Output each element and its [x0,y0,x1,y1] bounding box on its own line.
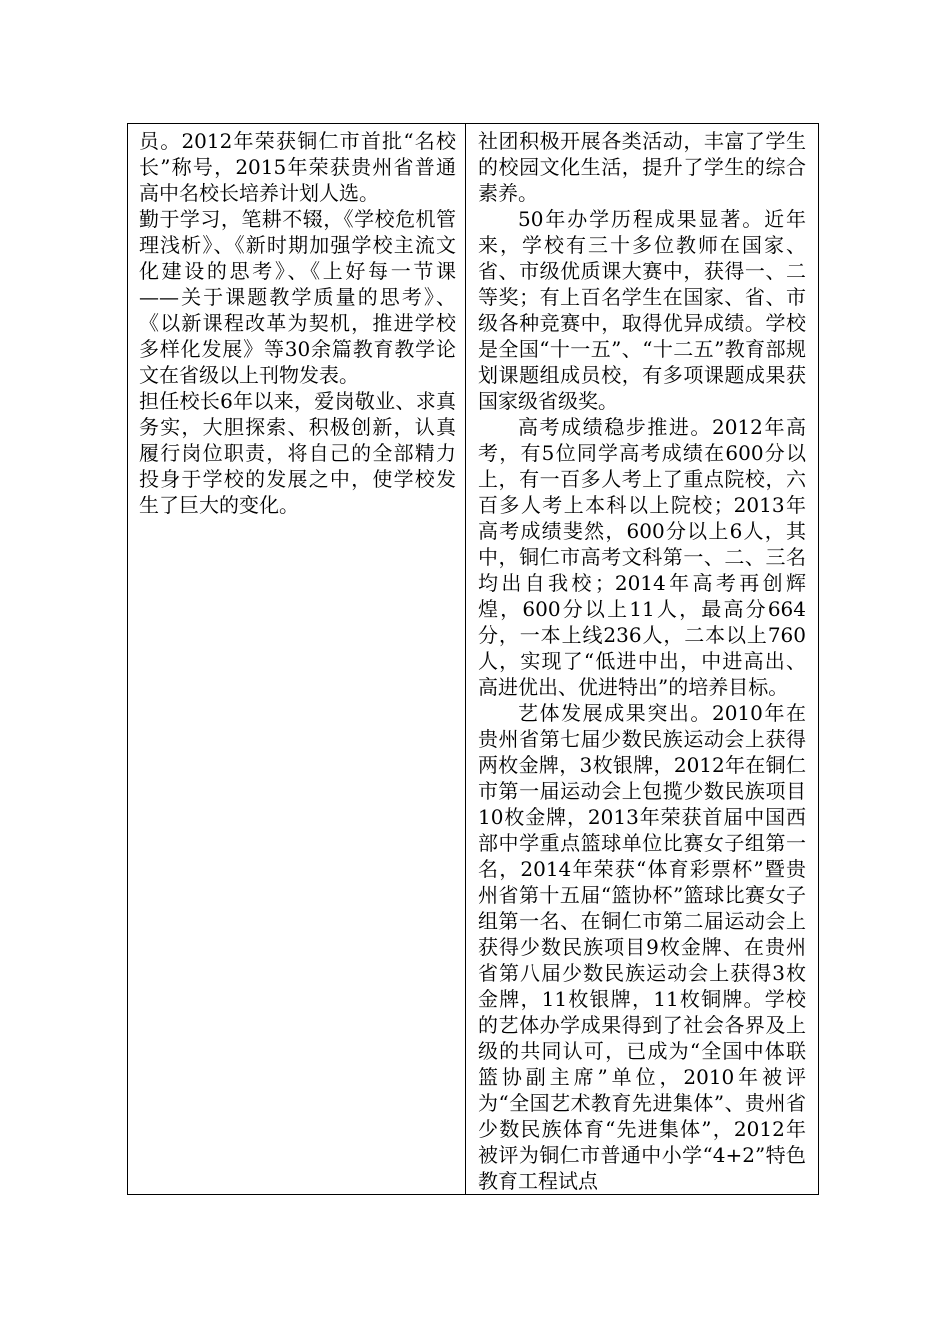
paragraph-sports-arts: 艺体发展成果突出。2010年在贵州省第七届少数民族运动会上获得两枚金牌，3枚银牌，2012年在铜仁市第一届运动会上包揽少数民族项目10枚金牌，2013年荣获首届中国西部中学重点篮球单位比赛女子组第一名，2014年荣获“体育彩票杯”暨贵州省第十五届“篮协杯”篮球比赛女子组第一名、在铜仁市第二届运动会上获得少数民族项目9枚金牌、在贵州省第八届少数民族运动会上获得3枚金牌，11枚银牌，11枚铜牌。学校的艺体办学成果得到了社会各界及上级的共同认可，已成为“全国中体联篮协副主席”单位，2010年被评为“全国艺术教育先进集体”、贵州省少数民族体育“先进集体”，2012年被评为铜仁市普通中小学“4+2”特色教育工程试点 [478,701,806,1193]
paragraph-publications: 勤于学习，笔耕不辍，《学校危机管理浅析》、《新时期加强学校主流文化建设的思考》、《上好每一节课——关于课题教学质量的思考》、《以新课程改革为契机，推进学校多样化发展》等30余篇教育教学论文在省级以上刊物发表。 [139,207,456,387]
content-table [127,123,819,1195]
right-column [466,124,818,1194]
paragraph-achievements: 50年办学历程成果显著。近年来，学校有三十多位教师在国家、省、市级优质课大赛中，获得一、二等奖；有上百名学生在国家、省、市级各种竞赛中，取得优异成绩。学校是全国“十一五”、“十二五”教育部规划课题组成员校，有多项课题成果获国家级省级奖。 [478,207,806,413]
left-column [128,124,466,1194]
paragraph-principal-tenure: 担任校长6年以来，爱岗敬业、求真务实，大胆探索、积极创新，认真履行岗位职责，将自己的全部精力投身于学校的发展之中，使学校发生了巨大的变化。 [139,389,456,517]
paragraph-exam-results: 高考成绩稳步推进。2012年高考，有5位同学高考成绩在600分以上，有一百多人考上了重点院校，六百多人考上本科以上院校；2013年高考成绩斐然，600分以上6人，其中，铜仁市高考文科第一、二、三名均出自我校；2014年高考再创辉煌，600分以上11人，最高分664分，一本上线236人，二本以上760人，实现了“低进中出，中进高出、高进优出、优进特出”的培养目标。 [478,415,806,699]
paragraph-clubs: 社团积极开展各类活动，丰富了学生的校园文化生活，提升了学生的综合素养。 [478,129,806,205]
paragraph-title-honors: 员。2012年荣获铜仁市首批“名校长”称号，2015年荣获贵州省普通高中名校长培养计划人选。 [139,129,456,205]
